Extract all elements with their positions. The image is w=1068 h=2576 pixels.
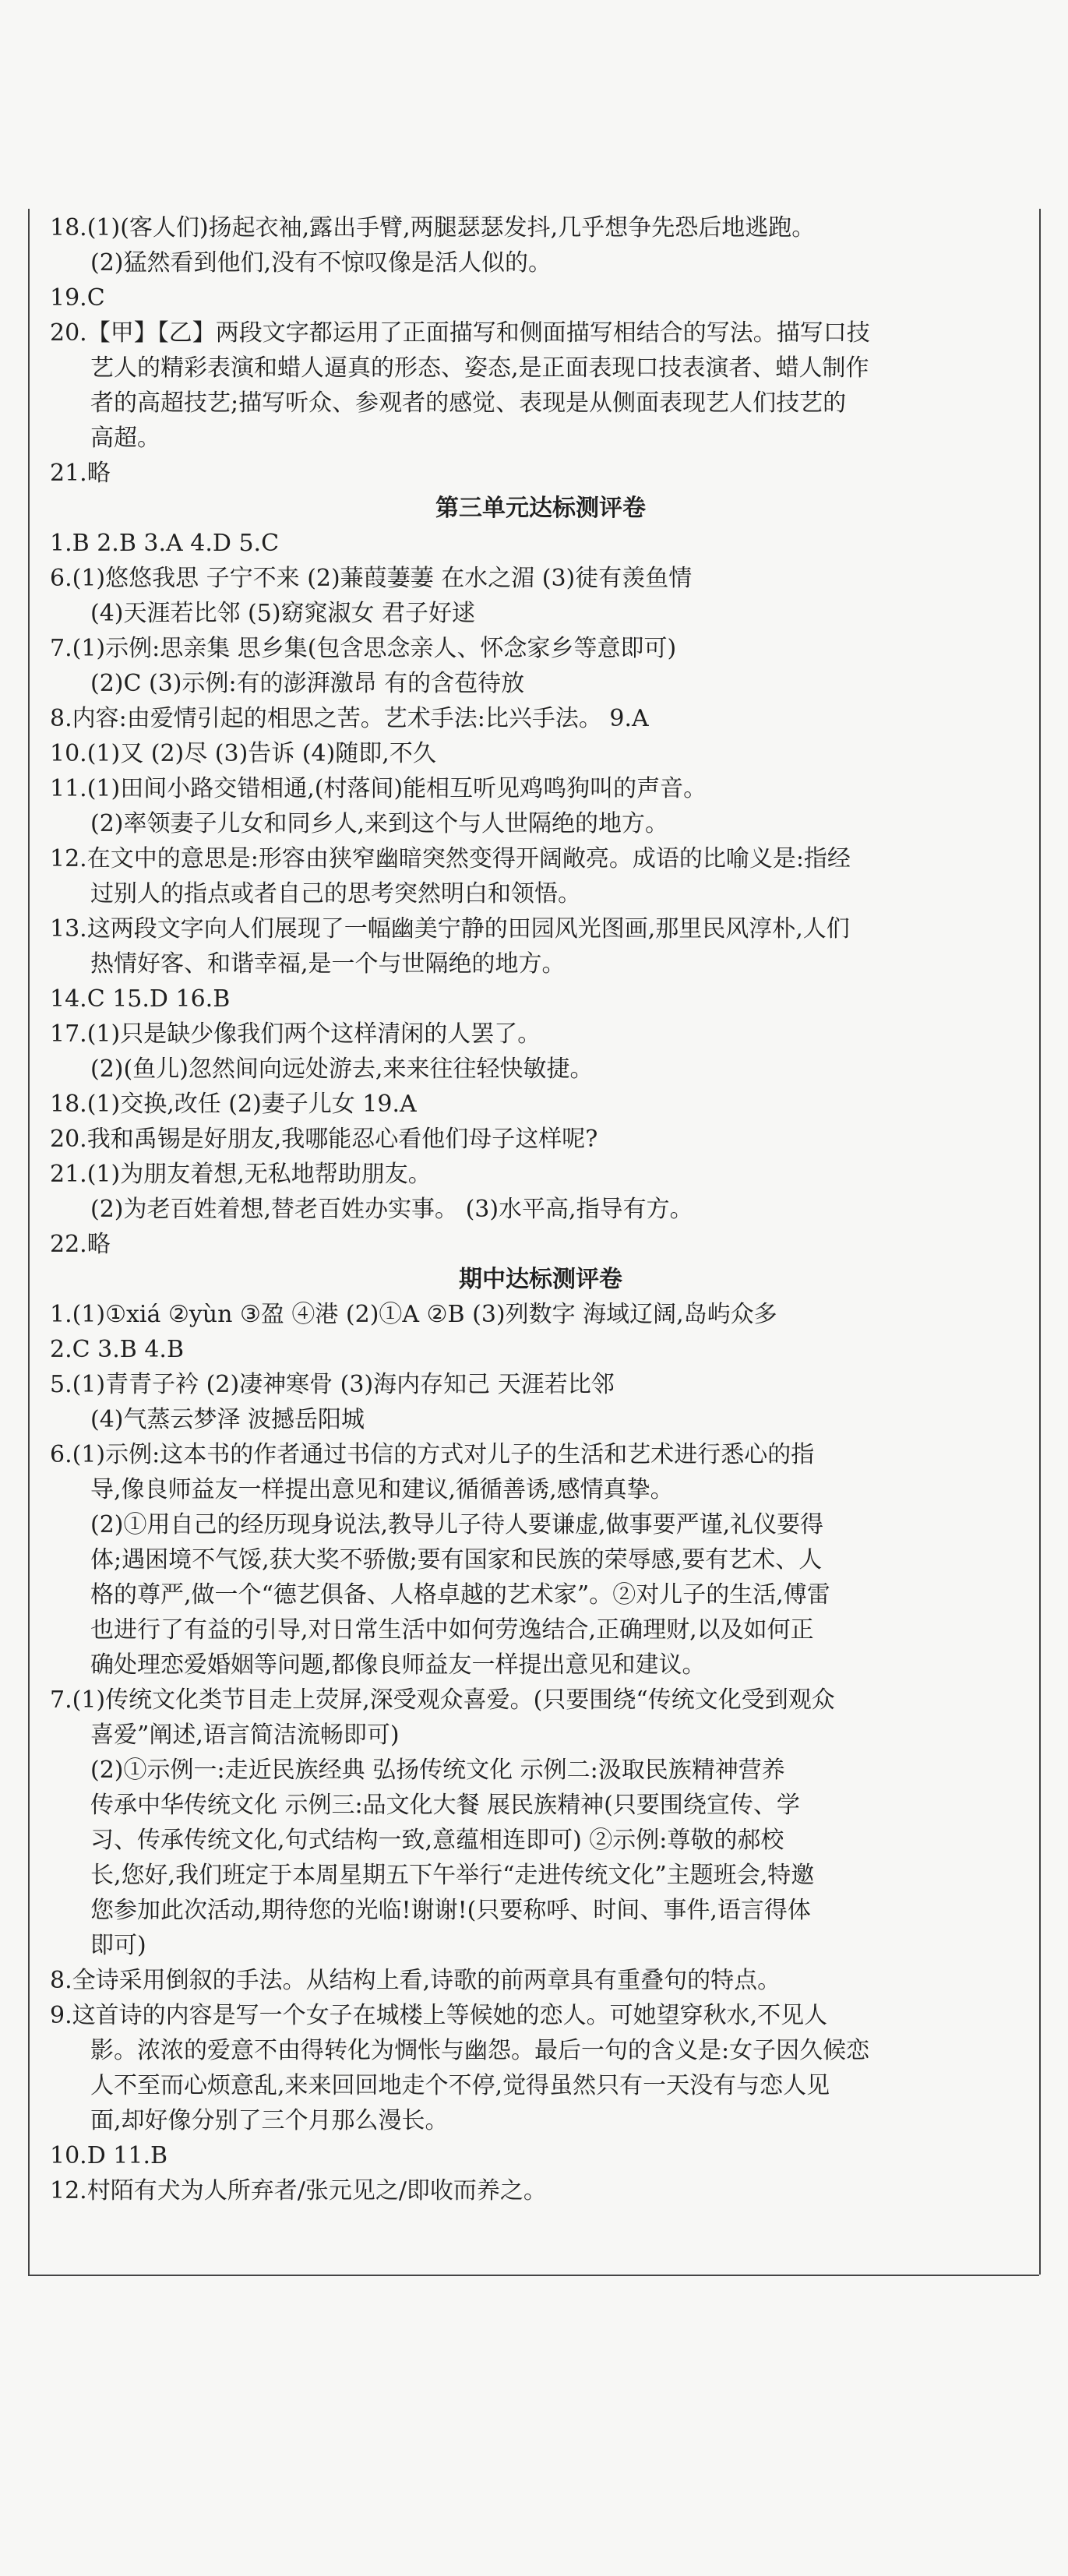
- answer-line: 21.略: [50, 460, 111, 487]
- answer-line: (2)①用自己的经历现身说法,教导儿子待人要谦虚,做事要严谨,礼仪要得: [90, 1511, 824, 1538]
- answer-line: 6.(1)示例:这本书的作者通过书信的方式对儿子的生活和艺术进行悉心的指: [50, 1441, 815, 1468]
- answer-line: 5.(1)青青子衿 (2)凄神寒骨 (3)海内存知己 天涯若比邻: [50, 1371, 615, 1398]
- answer-line: 影。浓浓的爱意不由得转化为惆怅与幽怨。最后一句的含义是:女子因久候恋: [90, 2037, 870, 2064]
- answer-line: 喜爱”阐述,语言简洁流畅即可): [90, 1721, 400, 1749]
- bottom-rule: [28, 2275, 1039, 2276]
- answer-line: 13.这两段文字向人们展现了一幅幽美宁静的田园风光图画,那里民风淳朴,人们: [50, 915, 850, 943]
- answer-line: (2)为老百姓着想,替老百姓办实事。 (3)水平高,指导有方。: [90, 1196, 693, 1223]
- answer-line: (2)(鱼儿)忽然间向远处游去,来来往往轻快敏捷。: [90, 1055, 594, 1083]
- answer-line: 面,却好像分别了三个月那么漫长。: [90, 2107, 449, 2134]
- answer-line: 10.(1)又 (2)尽 (3)告诉 (4)随即,不久: [50, 740, 436, 767]
- answer-line: 18.(1)交换,改任 (2)妻子儿女 19.A: [50, 1091, 417, 1118]
- answer-line: 21.(1)为朋友着想,无私地帮助朋友。: [50, 1161, 432, 1188]
- answer-line: 9.这首诗的内容是写一个女子在城楼上等候她的恋人。可她望穿秋水,不见人: [50, 2002, 828, 2029]
- answer-line: 17.(1)只是缺少像我们两个这样清闲的人罢了。: [50, 1020, 541, 1048]
- answer-line: (4)天涯若比邻 (5)窈窕淑女 君子好逑: [90, 600, 476, 627]
- answer-line: (2)猛然看到他们,没有不惊叹像是活人似的。: [90, 249, 552, 277]
- answer-line: 11.(1)田间小路交错相通,(村落间)能相互听见鸡鸣狗叫的声音。: [50, 775, 707, 802]
- answer-line: 7.(1)示例:思亲集 思乡集(包含思念亲人、怀念家乡等意即可): [50, 635, 677, 662]
- answer-line: 1.(1)①xiá ②yùn ③盈 ④港 (2)①A ②B (3)列数字 海域辽阔,岛屿众多: [50, 1301, 777, 1328]
- answer-line: 18.(1)(客人们)扬起衣袖,露出手臂,两腿瑟瑟发抖,几乎想争先恐后地逃跑。: [50, 214, 816, 241]
- answer-line: 10.D 11.B: [50, 2142, 168, 2169]
- answer-line: 7.(1)传统文化类节目走上荧屏,深受观众喜爱。(只要围绕“传统文化受到观众: [50, 1686, 835, 1714]
- answer-line: 12.村陌有犬为人所弃者/张元见之/即收而养之。: [50, 2177, 547, 2204]
- answer-line: 者的高超技艺;描写听众、参观者的感觉、表现是从侧面表现艺人们技艺的: [90, 389, 847, 417]
- answer-line: 即可): [90, 1932, 146, 1959]
- answer-line: 人不至而心烦意乱,来来回回地走个不停,觉得虽然只有一天没有与恋人见: [90, 2072, 830, 2099]
- answer-line: 1.B 2.B 3.A 4.D 5.C: [50, 530, 280, 557]
- answer-line: 过别人的指点或者自己的思考突然明白和领悟。: [90, 880, 581, 907]
- answer-line: 长,您好,我们班定于本周星期五下午举行“走进传统文化”主题班会,特邀: [90, 1862, 815, 1889]
- answer-line: 习、传承传统文化,句式结构一致,意蕴相连即可) ②示例:尊敬的郝校: [90, 1827, 784, 1854]
- answer-line: (2)率领妻子儿女和同乡人,来到这个与人世隔绝的地方。: [90, 810, 669, 837]
- answer-line: (4)气蒸云梦泽 波撼岳阳城: [90, 1406, 365, 1433]
- section-heading: 第三单元达标测评卷: [435, 495, 646, 522]
- answer-line: 22.略: [50, 1231, 111, 1258]
- answer-line: 12.在文中的意思是:形容由狭窄幽暗突然变得开阔敞亮。成语的比喻义是:指经: [50, 845, 851, 872]
- answer-line: (2)C (3)示例:有的澎湃激昂 有的含苞待放: [90, 670, 525, 697]
- answer-line: 传承中华传统文化 示例三:品文化大餐 展民族精神(只要围绕宣传、学: [90, 1792, 800, 1819]
- answer-line: 体;遇困境不气馁,获大奖不骄傲;要有国家和民族的荣辱感,要有艺术、人: [90, 1546, 823, 1573]
- section-heading: 期中达标测评卷: [459, 1266, 622, 1293]
- answer-line: 19.C: [50, 284, 105, 312]
- answer-line: 6.(1)悠悠我思 子宁不来 (2)蒹葭萋萋 在水之湄 (3)徒有羡鱼情: [50, 565, 693, 592]
- answer-line: 艺人的精彩表演和蜡人逼真的形态、姿态,是正面表现口技表演者、蜡人制作: [90, 354, 869, 382]
- answer-line: 20.我和禹锡是好朋友,我哪能忍心看他们母子这样呢?: [50, 1126, 598, 1153]
- answer-line: 8.内容:由爱情引起的相思之苦。艺术手法:比兴手法。 9.A: [50, 705, 649, 732]
- answer-line: 8.全诗采用倒叙的手法。从结构上看,诗歌的前两章具有重叠句的特点。: [50, 1967, 781, 1994]
- answer-content: [50, 210, 1031, 2208]
- answer-line: 格的尊严,做一个“德艺俱备、人格卓越的艺术家”。②对儿子的生活,傅雷: [90, 1581, 830, 1609]
- answer-line: 导,像良师益友一样提出意见和建议,循循善诱,感情真挚。: [90, 1476, 674, 1503]
- answer-line: 高超。: [90, 425, 160, 452]
- answer-line: 热情好客、和谐幸福,是一个与世隔绝的地方。: [90, 950, 566, 978]
- answer-line: 14.C 15.D 16.B: [50, 985, 231, 1013]
- answer-line: 2.C 3.B 4.B: [50, 1336, 184, 1363]
- answer-line: 您参加此次活动,期待您的光临!谢谢!(只要称呼、时间、事件,语言得体: [90, 1897, 811, 1924]
- answer-line: (2)①示例一:走近民族经典 弘扬传统文化 示例二:汲取民族精神营养: [90, 1757, 785, 1784]
- answer-line: 20.【甲】【乙】两段文字都运用了正面描写和侧面描写相结合的写法。描写口技: [50, 319, 870, 347]
- answer-line: 也进行了有益的引导,对日常生活中如何劳逸结合,正确理财,以及如何正: [90, 1616, 814, 1644]
- answer-line: 确处理恋爱婚姻等问题,都像良师益友一样提出意见和建议。: [90, 1651, 706, 1679]
